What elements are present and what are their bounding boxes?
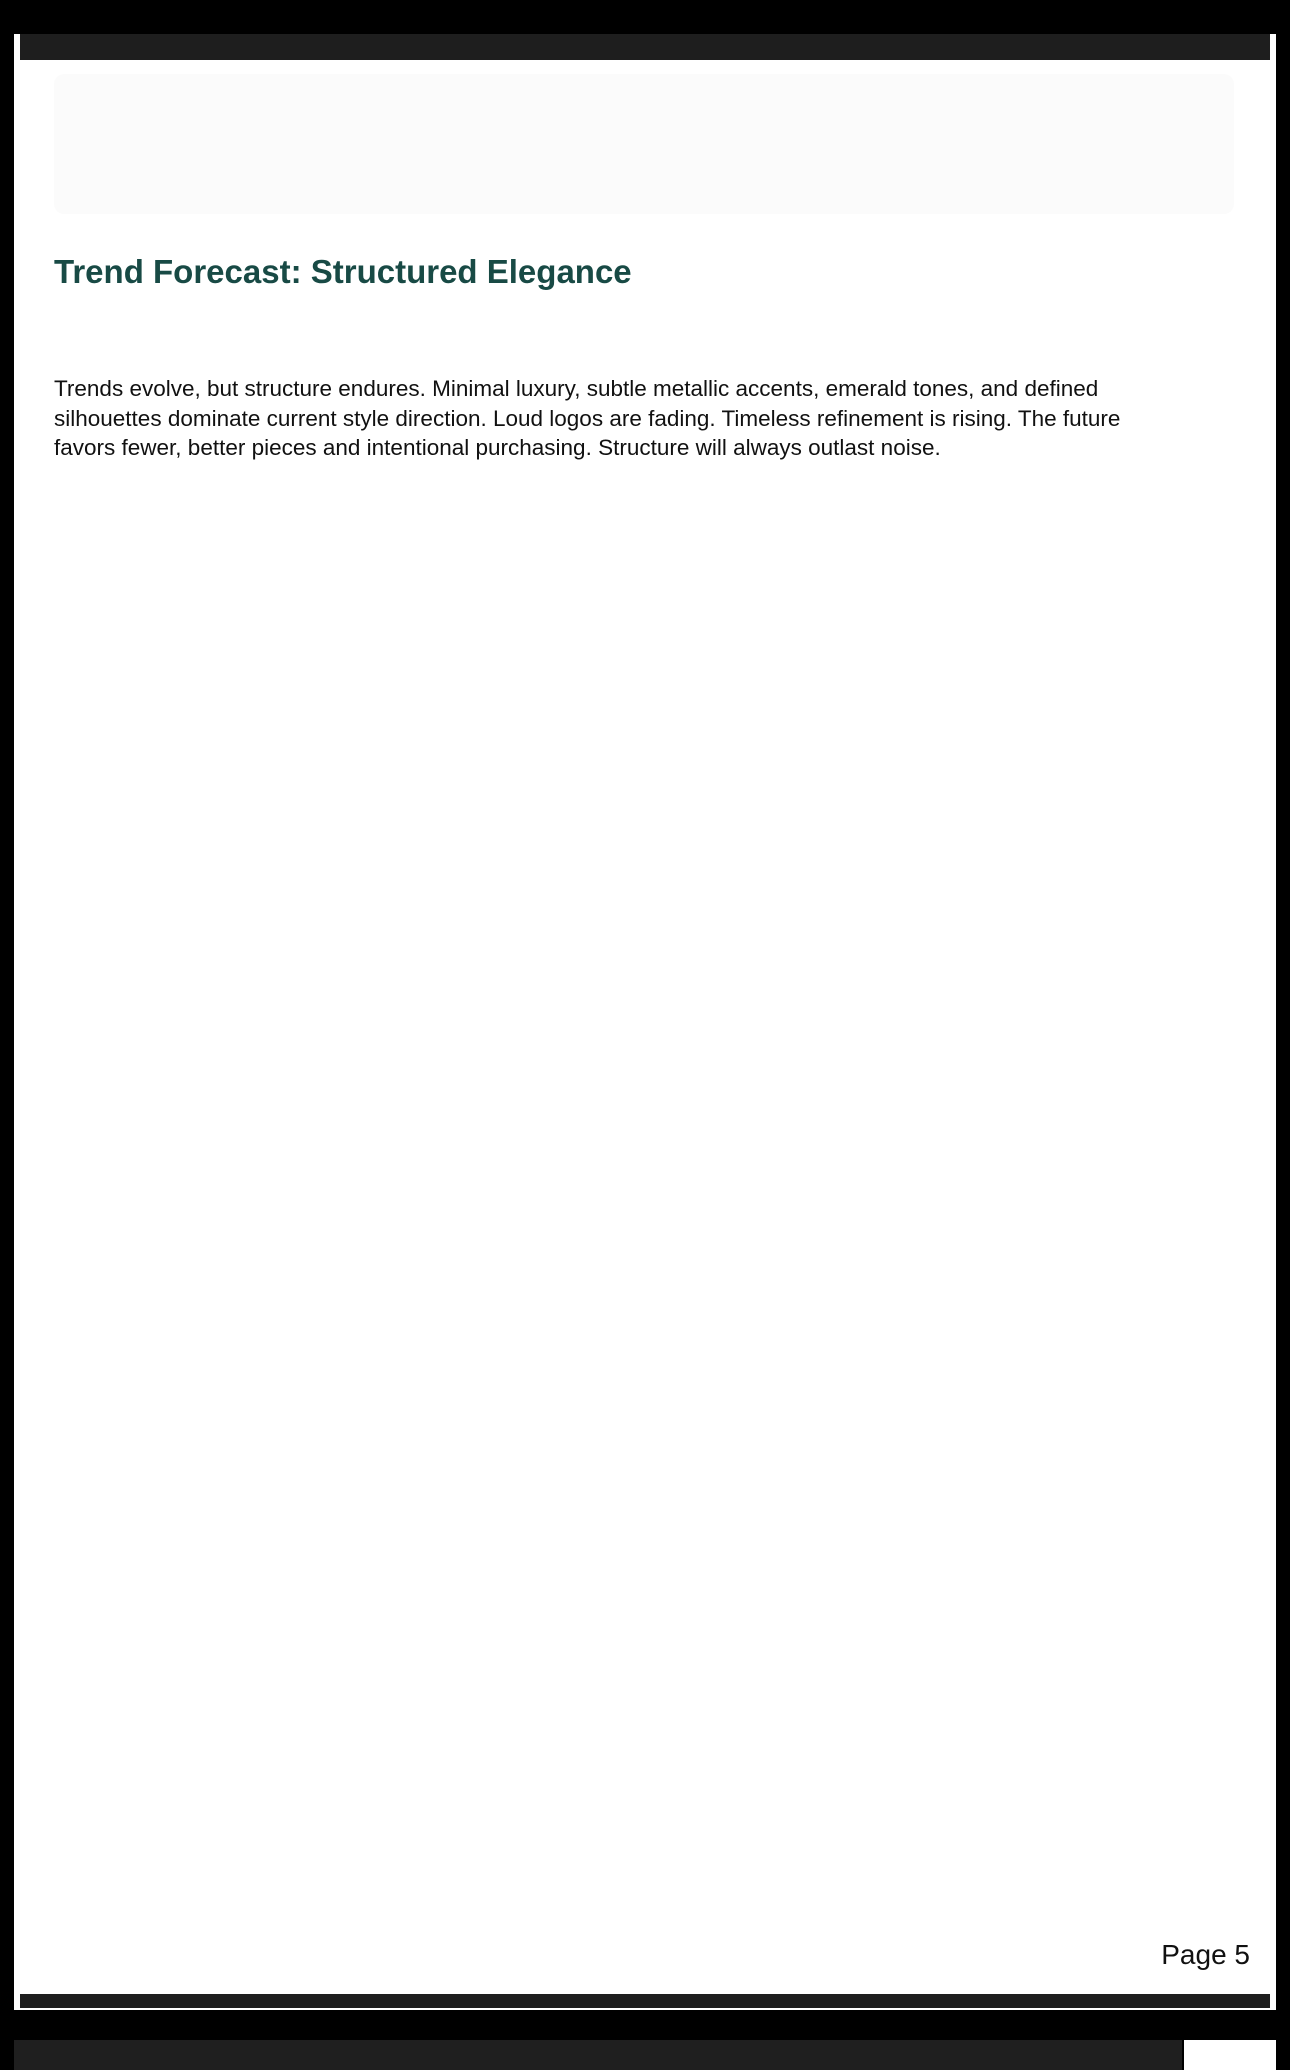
header-band <box>54 74 1234 214</box>
document-page <box>14 34 1276 2010</box>
body-paragraph: Trends evolve, but structure endures. Minimal luxury, subtle metallic accents, emerald tones, and defined silhouettes dominate current style direction. Loud logos are fading. Timeless refinement is rising. The future favors fewer, better pieces and intentional purchasing. Structure will always outlast noise. <box>54 376 1121 460</box>
page-title: Trend Forecast: Structured Elegance <box>54 253 632 290</box>
page-top-border <box>20 34 1270 60</box>
page-number: Page 5 <box>1161 1939 1250 1970</box>
bottom-strip-end <box>1184 2040 1276 2070</box>
page-bottom-border <box>20 1994 1270 2008</box>
bottom-toolbar-strip <box>14 2040 1182 2070</box>
